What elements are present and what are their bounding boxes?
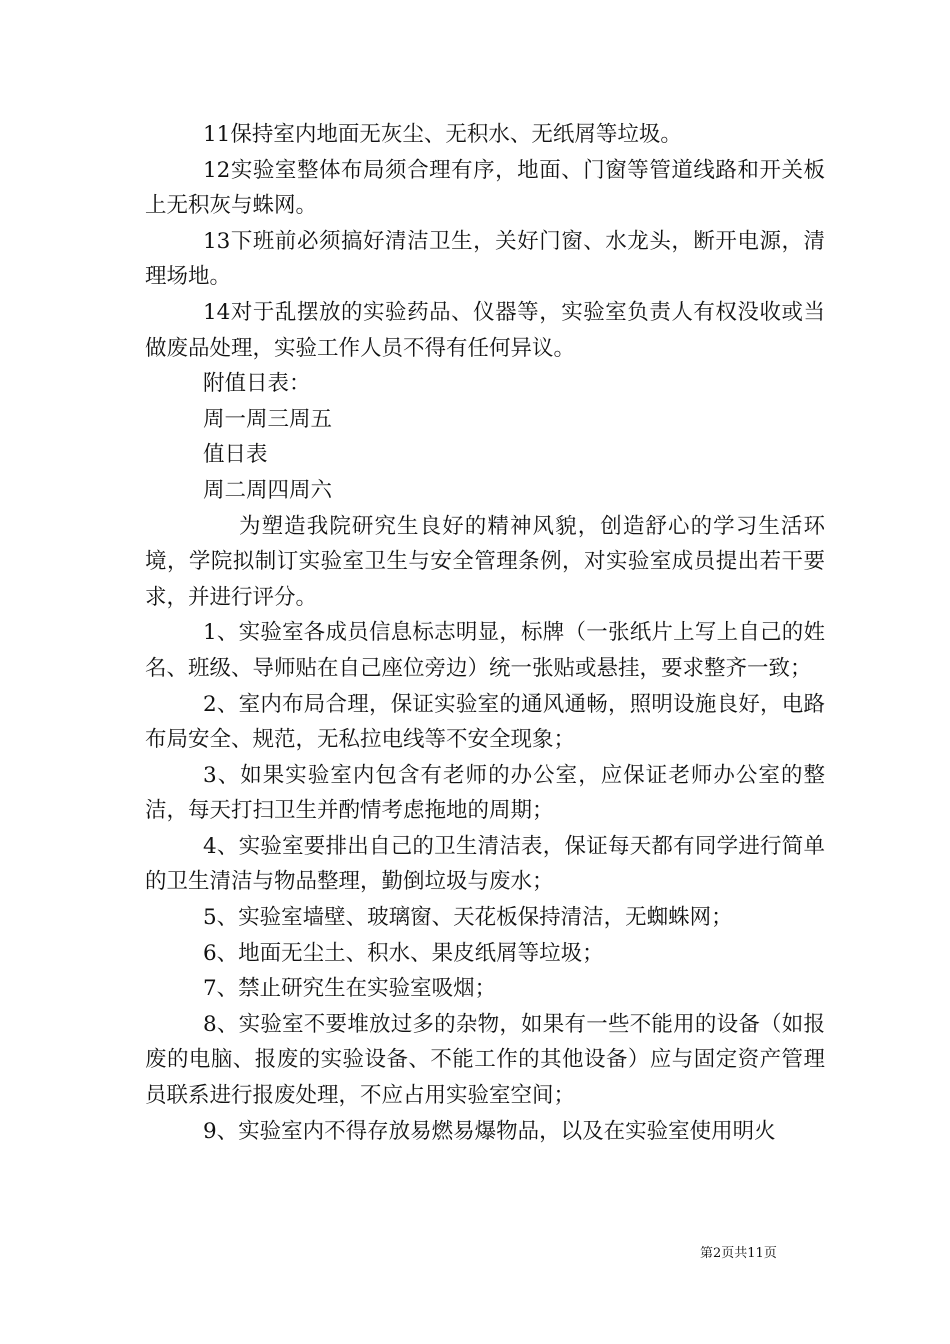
requirement-1: 1、实验室各成员信息标志明显，标牌（一张纸片上写上自己的姓名、班级、导师贴在自己座位旁边）统一张贴或悬挂，要求整齐一致； [145, 620, 825, 681]
paragraph-rule-11: 11保持室内地面无灰尘、无积水、无纸屑等垃圾。 [203, 122, 682, 147]
document-body [145, 117, 825, 1149]
paragraph-rule-14: 14对于乱摆放的实验药品、仪器等，实验室负责人有权没收或当做废品处理，实验工作人员不得有任何异议。 [145, 299, 825, 361]
duty-roster-heading: 附值日表： [203, 371, 311, 397]
duty-roster-days-1: 周一周三周五 [203, 406, 333, 432]
requirement-2: 2、室内布局合理，保证实验室的通风通畅，照明设施良好，电路布局安全、规范，无私拉电线等不安全现象； [145, 691, 825, 753]
requirement-5: 5、实验室墙壁、玻璃窗、天花板保持清洁，无蜘蛛网； [203, 905, 733, 931]
duty-roster-days-2: 周二周四周六 [203, 477, 333, 503]
requirement-9: 9、实验室内不得存放易燃易爆物品，以及在实验室使用明火 [203, 1118, 776, 1144]
requirement-7: 7、禁止研究生在实验室吸烟； [203, 976, 497, 1002]
requirement-3: 3、如果实验室内包含有老师的办公室，应保证老师办公室的整洁，每天打扫卫生并酌情考虑拖地的周期； [145, 762, 825, 824]
requirement-6: 6、地面无尘土、积水、果皮纸屑等垃圾； [203, 940, 604, 966]
intro-paragraph: 为塑造我院研究生良好的精神风貌，创造舒心的学习生活环境，学院拟制订实验室卫生与安全管理条例，对实验室成员提出若干要求，并进行评分。 [145, 513, 825, 610]
page-number-footer: 第2页共11页 [700, 1246, 777, 1261]
duty-roster-title: 值日表 [203, 442, 268, 468]
requirement-4: 4、实验室要排出自己的卫生清洁表，保证每天都有同学进行简单的卫生清洁与物品整理，勤倒垃圾与废水； [145, 833, 825, 895]
paragraph-rule-12: 12实验室整体布局须合理有序，地面、门窗等管道线路和开关板上无积灰与蛛网。 [145, 157, 825, 219]
requirement-8: 8、实验室不要堆放过多的杂物，如果有一些不能用的设备（如报废的电脑、报废的实验设备、不能工作的其他设备）应与固定资产管理员联系进行报废处理，不应占用实验室空间； [145, 1011, 825, 1109]
paragraph-rule-13: 13下班前必须搞好清洁卫生，关好门窗、水龙头，断开电源，清理场地。 [145, 228, 825, 290]
